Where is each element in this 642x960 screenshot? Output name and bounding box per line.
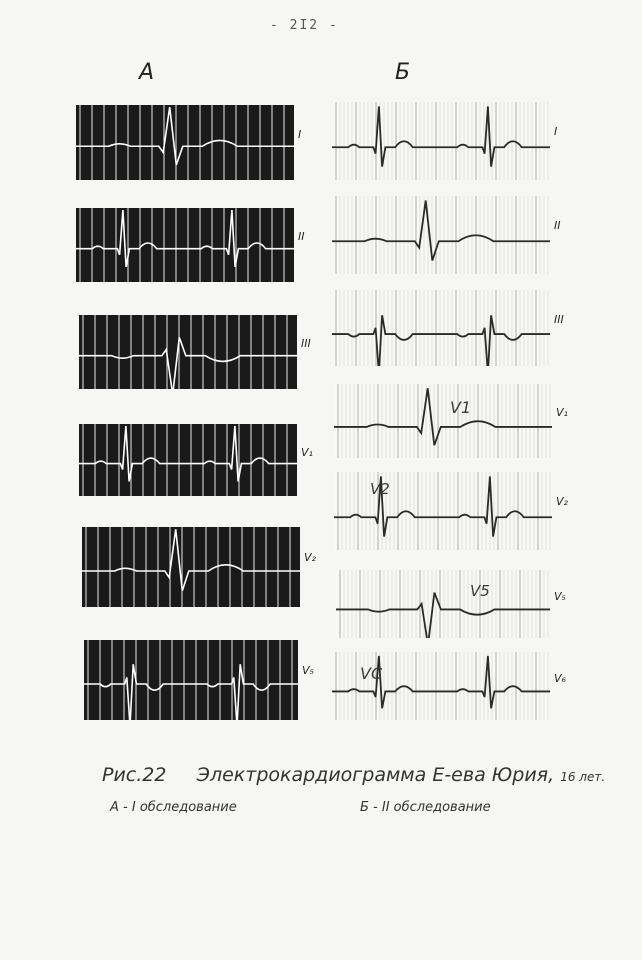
col-a-strip-3 bbox=[79, 424, 297, 496]
col-b-lead-label-5: V₅ bbox=[554, 590, 566, 604]
col-a-strip-0-svg bbox=[76, 105, 294, 180]
col-a-strip-4-svg bbox=[82, 527, 300, 607]
col-a-lead-label-2: III bbox=[301, 337, 311, 351]
caption-exam-b: Б - II обследование bbox=[360, 800, 491, 815]
page-number: - 2I2 - bbox=[270, 18, 339, 33]
col-b-strip-1-svg bbox=[332, 196, 550, 274]
strip-background bbox=[332, 290, 550, 366]
figure-number: Рис.22 bbox=[102, 764, 167, 786]
col-b-strip-0-svg bbox=[332, 102, 550, 180]
handwritten-mark-b_v5: V5 bbox=[470, 582, 490, 600]
col-a-strip-5-svg bbox=[84, 640, 298, 720]
col-b-lead-label-2: III bbox=[554, 312, 564, 326]
col-a-strip-4 bbox=[82, 527, 300, 607]
strip-background bbox=[82, 527, 300, 607]
col-a-lead-label-1: II bbox=[298, 230, 305, 244]
col-b-strip-6 bbox=[332, 652, 550, 720]
col-b-lead-label-6: V₆ bbox=[554, 672, 566, 686]
col-b-lead-label-4: V₂ bbox=[556, 495, 568, 509]
strip-background bbox=[76, 105, 294, 180]
col-b-lead-label-0: I bbox=[554, 125, 558, 139]
col-b-strip-4-svg bbox=[334, 472, 552, 550]
col-b-strip-4 bbox=[334, 472, 552, 550]
caption-exam-a: А - I обследование bbox=[110, 800, 237, 815]
col-a-lead-label-3: V₁ bbox=[301, 445, 313, 459]
strip-background bbox=[79, 315, 297, 389]
column-b-title: Б bbox=[395, 60, 411, 85]
col-a-lead-label-4: V₂ bbox=[304, 551, 316, 564]
col-b-lead-label-3: V₁ bbox=[556, 406, 568, 420]
figure-age: 16 лет. bbox=[560, 770, 606, 784]
handwritten-mark-b_v2: V2 bbox=[370, 480, 390, 498]
col-b-strip-3 bbox=[334, 384, 552, 458]
col-a-strip-2 bbox=[79, 315, 297, 389]
col-b-strip-2 bbox=[332, 290, 550, 366]
strip-background bbox=[332, 196, 550, 274]
figure-title: Электрокардиограмма Е-ева Юрия, bbox=[196, 764, 555, 786]
col-b-lead-label-1: II bbox=[554, 219, 561, 233]
col-a-lead-label-5: V₅ bbox=[302, 664, 314, 677]
col-a-strip-0 bbox=[76, 105, 294, 180]
col-b-strip-5 bbox=[336, 570, 550, 638]
col-a-strip-2-svg bbox=[79, 315, 297, 389]
strip-background bbox=[84, 640, 298, 720]
strip-background bbox=[332, 652, 550, 720]
col-a-strip-5 bbox=[84, 640, 298, 720]
strip-background bbox=[332, 102, 550, 180]
column-a-title: А bbox=[139, 60, 155, 85]
col-a-strip-1-svg bbox=[76, 208, 294, 282]
col-b-strip-0 bbox=[332, 102, 550, 180]
col-a-strip-3-svg bbox=[79, 424, 297, 496]
strip-background bbox=[334, 384, 552, 458]
col-a-lead-label-0: I bbox=[298, 127, 302, 141]
col-a-strip-1 bbox=[76, 208, 294, 282]
strip-background bbox=[334, 472, 552, 550]
handwritten-mark-b_v6: VC bbox=[360, 664, 383, 683]
figure-caption bbox=[102, 764, 605, 786]
col-b-strip-5-svg bbox=[336, 570, 550, 638]
col-b-strip-6-svg bbox=[332, 652, 550, 720]
col-b-strip-1 bbox=[332, 196, 550, 274]
col-b-strip-2-svg bbox=[332, 290, 550, 366]
col-b-strip-3-svg bbox=[334, 384, 552, 458]
handwritten-mark-b_v1: V1 bbox=[450, 398, 472, 417]
